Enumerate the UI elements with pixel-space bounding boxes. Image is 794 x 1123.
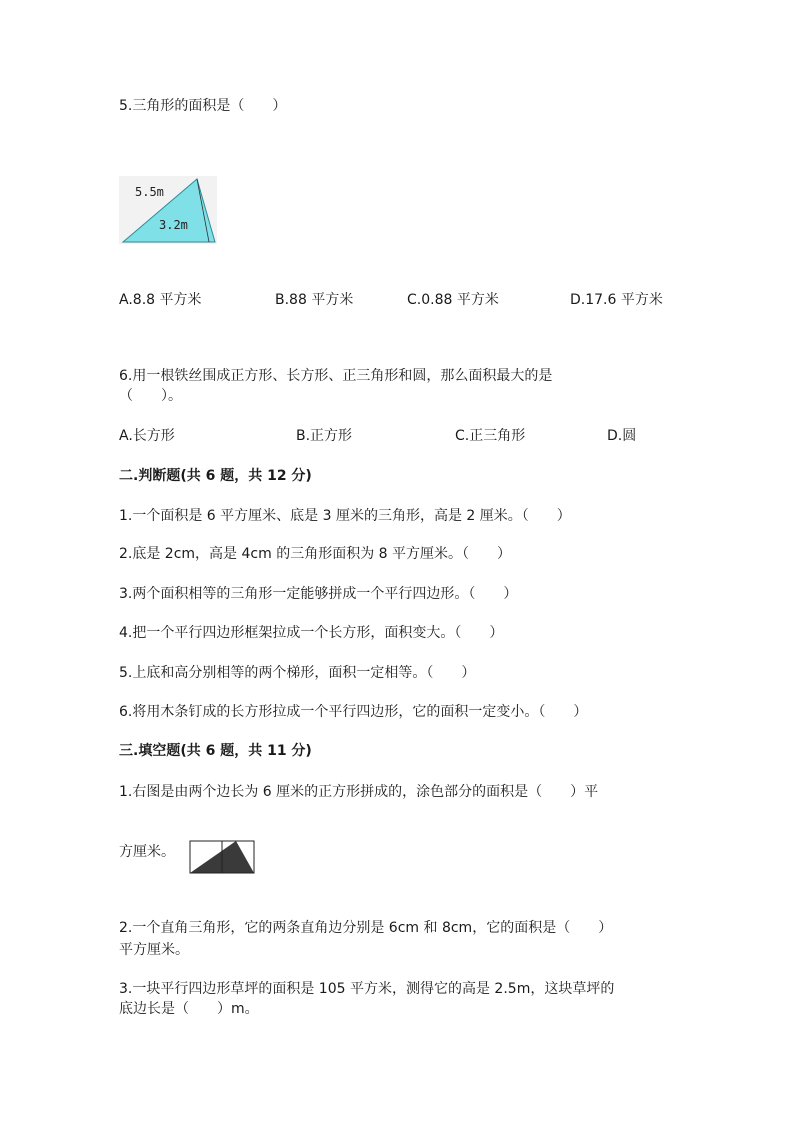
fill-q1-line2: 方厘米。 <box>119 844 175 860</box>
judge-item-3: 3.两个面积相等的三角形一定能够拼成一个平行四边形。（ ） <box>119 586 518 602</box>
judge-item-6: 6.将用木条钉成的长方形拉成一个平行四边形，它的面积一定变小。（ ） <box>119 704 588 720</box>
judge-item-5: 5.上底和高分别相等的两个梯形，面积一定相等。（ ） <box>119 665 476 681</box>
q5-option-c[interactable]: C.0.88 平方米 <box>407 292 499 308</box>
q6-option-d[interactable]: D.圆 <box>607 428 637 444</box>
section3-title: 三.填空题(共 6 题，共 11 分) <box>119 743 312 759</box>
height-label: 3.2m <box>159 218 188 232</box>
q6-text-line1: 6.用一根铁丝围成正方形、长方形、正三角形和圆，那么面积最大的是 <box>119 368 553 384</box>
q5-option-d[interactable]: D.17.6 平方米 <box>570 292 663 308</box>
q6-text-line2: （ ）。 <box>119 388 182 404</box>
q6-option-b[interactable]: B.正方形 <box>296 428 353 444</box>
fill-q3-line2: 底边长是（ ）m。 <box>119 1001 259 1017</box>
two-squares-figure <box>189 840 255 874</box>
judge-item-2: 2.底是 2cm，高是 4cm 的三角形面积为 8 平方厘米。（ ） <box>119 546 511 562</box>
fill-q3-line1: 3.一块平行四边形草坪的面积是 105 平方米，测得它的高是 2.5m，这块草坪的 <box>119 981 615 997</box>
fill-q2-line1: 2.一个直角三角形，它的两条直角边分别是 6cm 和 8cm，它的面积是（ ） <box>119 920 613 936</box>
side-label: 5.5m <box>135 185 164 199</box>
q6-option-c[interactable]: C.正三角形 <box>455 428 526 444</box>
triangle-figure <box>119 176 217 244</box>
q6-option-a[interactable]: A.长方形 <box>119 428 175 444</box>
judge-item-4: 4.把一个平行四边形框架拉成一个长方形，面积变大。（ ） <box>119 625 504 641</box>
fill-q2-line2: 平方厘米。 <box>119 942 189 958</box>
q5-option-a[interactable]: A.8.8 平方米 <box>119 292 202 308</box>
fill-q1-line1: 1.右图是由两个边长为 6 厘米的正方形拼成的，涂色部分的面积是（ ）平 <box>119 784 599 800</box>
q5-option-b[interactable]: B.88 平方米 <box>275 292 354 308</box>
q5-text: 5.三角形的面积是（ ） <box>119 98 287 114</box>
judge-item-1: 1.一个面积是 6 平方厘米、底是 3 厘米的三角形，高是 2 厘米。（ ） <box>119 508 571 524</box>
section2-title: 二.判断题(共 6 题，共 12 分) <box>119 468 312 484</box>
